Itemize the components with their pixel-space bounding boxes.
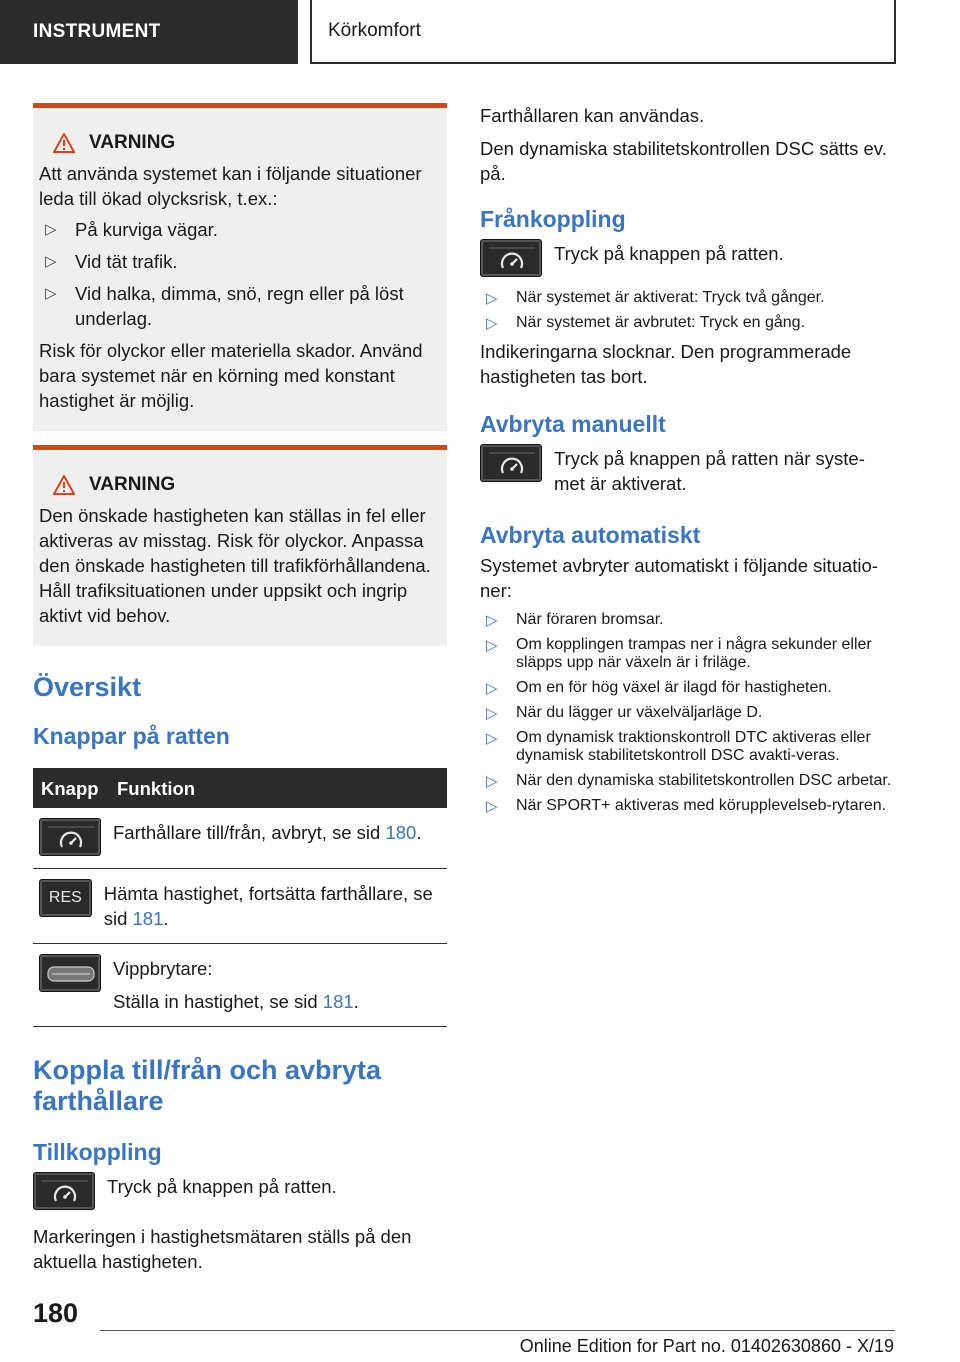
triangle-bullet-icon: ▷: [486, 798, 498, 815]
right-column: [480, 103, 900, 822]
col-header-button: Knapp: [33, 768, 109, 808]
warning-box-1: [33, 103, 447, 431]
list-item: ▷ När systemet är avbrutet: Tryck en gång.: [486, 314, 806, 332]
list-item: ▷ På kurviga vägar.: [45, 219, 218, 240]
auto-cancel-intro: Systemet avbryter automatiskt i följande situatio-ner:: [480, 555, 878, 601]
list-item: ▷ Om kopplingen trampas ner i några sekunder eller släpps upp när växeln är i friläge.: [486, 636, 872, 671]
table-row: [33, 808, 447, 869]
list-item: ▷ När du lägger ur växelväljarläge D.: [486, 704, 763, 722]
rocker-switch-icon: [39, 954, 101, 992]
cruise-control-button-icon: [480, 239, 542, 277]
table-row: [33, 944, 447, 1027]
buttons-subheading: Knappar på ratten: [33, 723, 230, 749]
triangle-bullet-icon: ▷: [45, 285, 57, 302]
triangle-bullet-icon: ▷: [45, 221, 57, 238]
auto-cancel-list: [480, 611, 900, 815]
warning-intro: Att använda systemet kan i följande situationer leda till ökad olycksrisk, t.ex.:: [39, 163, 422, 209]
triangle-bullet-icon: ▷: [45, 253, 57, 270]
warning-triangle-icon: [53, 475, 75, 495]
page-link[interactable]: 181: [132, 908, 164, 929]
function-text: Hämta hastighet, fortsätta farthållare, se sid 181.: [103, 883, 433, 929]
auto-cancel-subheading: Avbryta automatiskt: [480, 522, 701, 548]
triangle-bullet-icon: ▷: [486, 612, 498, 629]
edition-text: Online Edition for Part no. 01402630860 - X/19: [519, 1336, 894, 1356]
cruise-control-button-icon: [480, 444, 542, 482]
triangle-bullet-icon: ▷: [486, 680, 498, 697]
function-text: Farthållare till/från, avbryt, se sid 180.: [113, 822, 422, 843]
function-text: Vippbrytare: Ställa in hastighet, se sid 181.: [113, 958, 359, 1012]
warning-list: [39, 217, 439, 331]
chapter-title: Körkomfort: [310, 0, 896, 64]
paragraph: Den dynamiska stabilitetskontrollen DSC sätts ev. på.: [480, 138, 887, 184]
section-tab: INSTRUMENT: [0, 0, 298, 64]
warning-text: Den önskade hastigheten kan ställas in fel eller aktiveras av misstag. Risk för olyckor. Anpassa den önskade hastigheten till trafikförhållandena. Håll trafiksituationen under uppsikt och ingrip aktivt vid behov.: [39, 505, 431, 626]
warning-triangle-icon: [53, 133, 75, 153]
list-item: ▷ Vid halka, dimma, snö, regn eller på löst underlag.: [45, 283, 404, 329]
warning-heading: VARNING: [39, 130, 439, 155]
overview-heading: Översikt: [33, 672, 142, 702]
list-item: ▷ Vid tät trafik.: [45, 251, 178, 272]
deactivation-instruction: Tryck på knappen på ratten.: [480, 239, 900, 277]
manual-cancel-subheading: Avbryta manuellt: [480, 411, 666, 437]
warning-heading: VARNING: [39, 472, 439, 497]
list-item: ▷ När systemet är aktiverat: Tryck två gånger.: [486, 289, 825, 307]
left-column: [33, 103, 447, 1274]
cruise-control-button-icon: [39, 818, 101, 856]
deactivation-list: [480, 289, 900, 332]
buttons-table: [33, 768, 447, 1027]
deactivation-note: Indikeringarna slocknar. Den programmerade hastigheten tas bort.: [480, 341, 852, 387]
table-row: [33, 869, 447, 944]
page-number: 180: [33, 1298, 79, 1328]
activation-instruction: Tryck på knappen på ratten.: [33, 1172, 447, 1210]
toggle-heading: Koppla till/från och avbryta farthållare: [33, 1055, 382, 1116]
manual-cancel-instruction: Tryck på knappen på ratten när syste-met är aktiverat.: [480, 444, 900, 496]
page-link[interactable]: 181: [322, 991, 354, 1012]
warning-box-2: [33, 445, 447, 646]
cruise-control-button-icon: [33, 1172, 95, 1210]
paragraph: Farthållaren kan användas.: [480, 105, 705, 126]
triangle-bullet-icon: ▷: [486, 290, 498, 307]
list-item: ▷ Om dynamisk traktionskontroll DTC aktiveras eller dynamisk stabilitetskontroll DSC avakti-veras.: [486, 729, 871, 764]
list-item: ▷ När den dynamiska stabilitetskontrollen DSC arbetar.: [486, 772, 892, 790]
page-link[interactable]: 180: [385, 822, 417, 843]
activation-subheading: Tillkoppling: [33, 1139, 162, 1165]
triangle-bullet-icon: ▷: [486, 637, 498, 654]
warning-outro: Risk för olyckor eller materiella skador. Använd bara systemet när en körning med konstant hastighet är möjlig.: [39, 340, 423, 411]
res-button-icon: RES: [39, 879, 92, 917]
list-item: ▷ Om en för hög växel är ilagd för hastigheten.: [486, 679, 832, 697]
footer-divider: [100, 1330, 895, 1331]
col-header-function: Funktion: [109, 768, 447, 808]
triangle-bullet-icon: ▷: [486, 315, 498, 332]
triangle-bullet-icon: ▷: [486, 705, 498, 722]
triangle-bullet-icon: ▷: [486, 730, 498, 747]
list-item: ▷ När SPORT+ aktiveras med körupplevelseb-rytaren.: [486, 797, 887, 815]
triangle-bullet-icon: ▷: [486, 773, 498, 790]
list-item: ▷ När föraren bromsar.: [486, 611, 664, 629]
activation-note: Markeringen i hastighetsmätaren ställs på den aktuella hastigheten.: [33, 1226, 412, 1272]
deactivation-subheading: Frånkoppling: [480, 206, 626, 232]
